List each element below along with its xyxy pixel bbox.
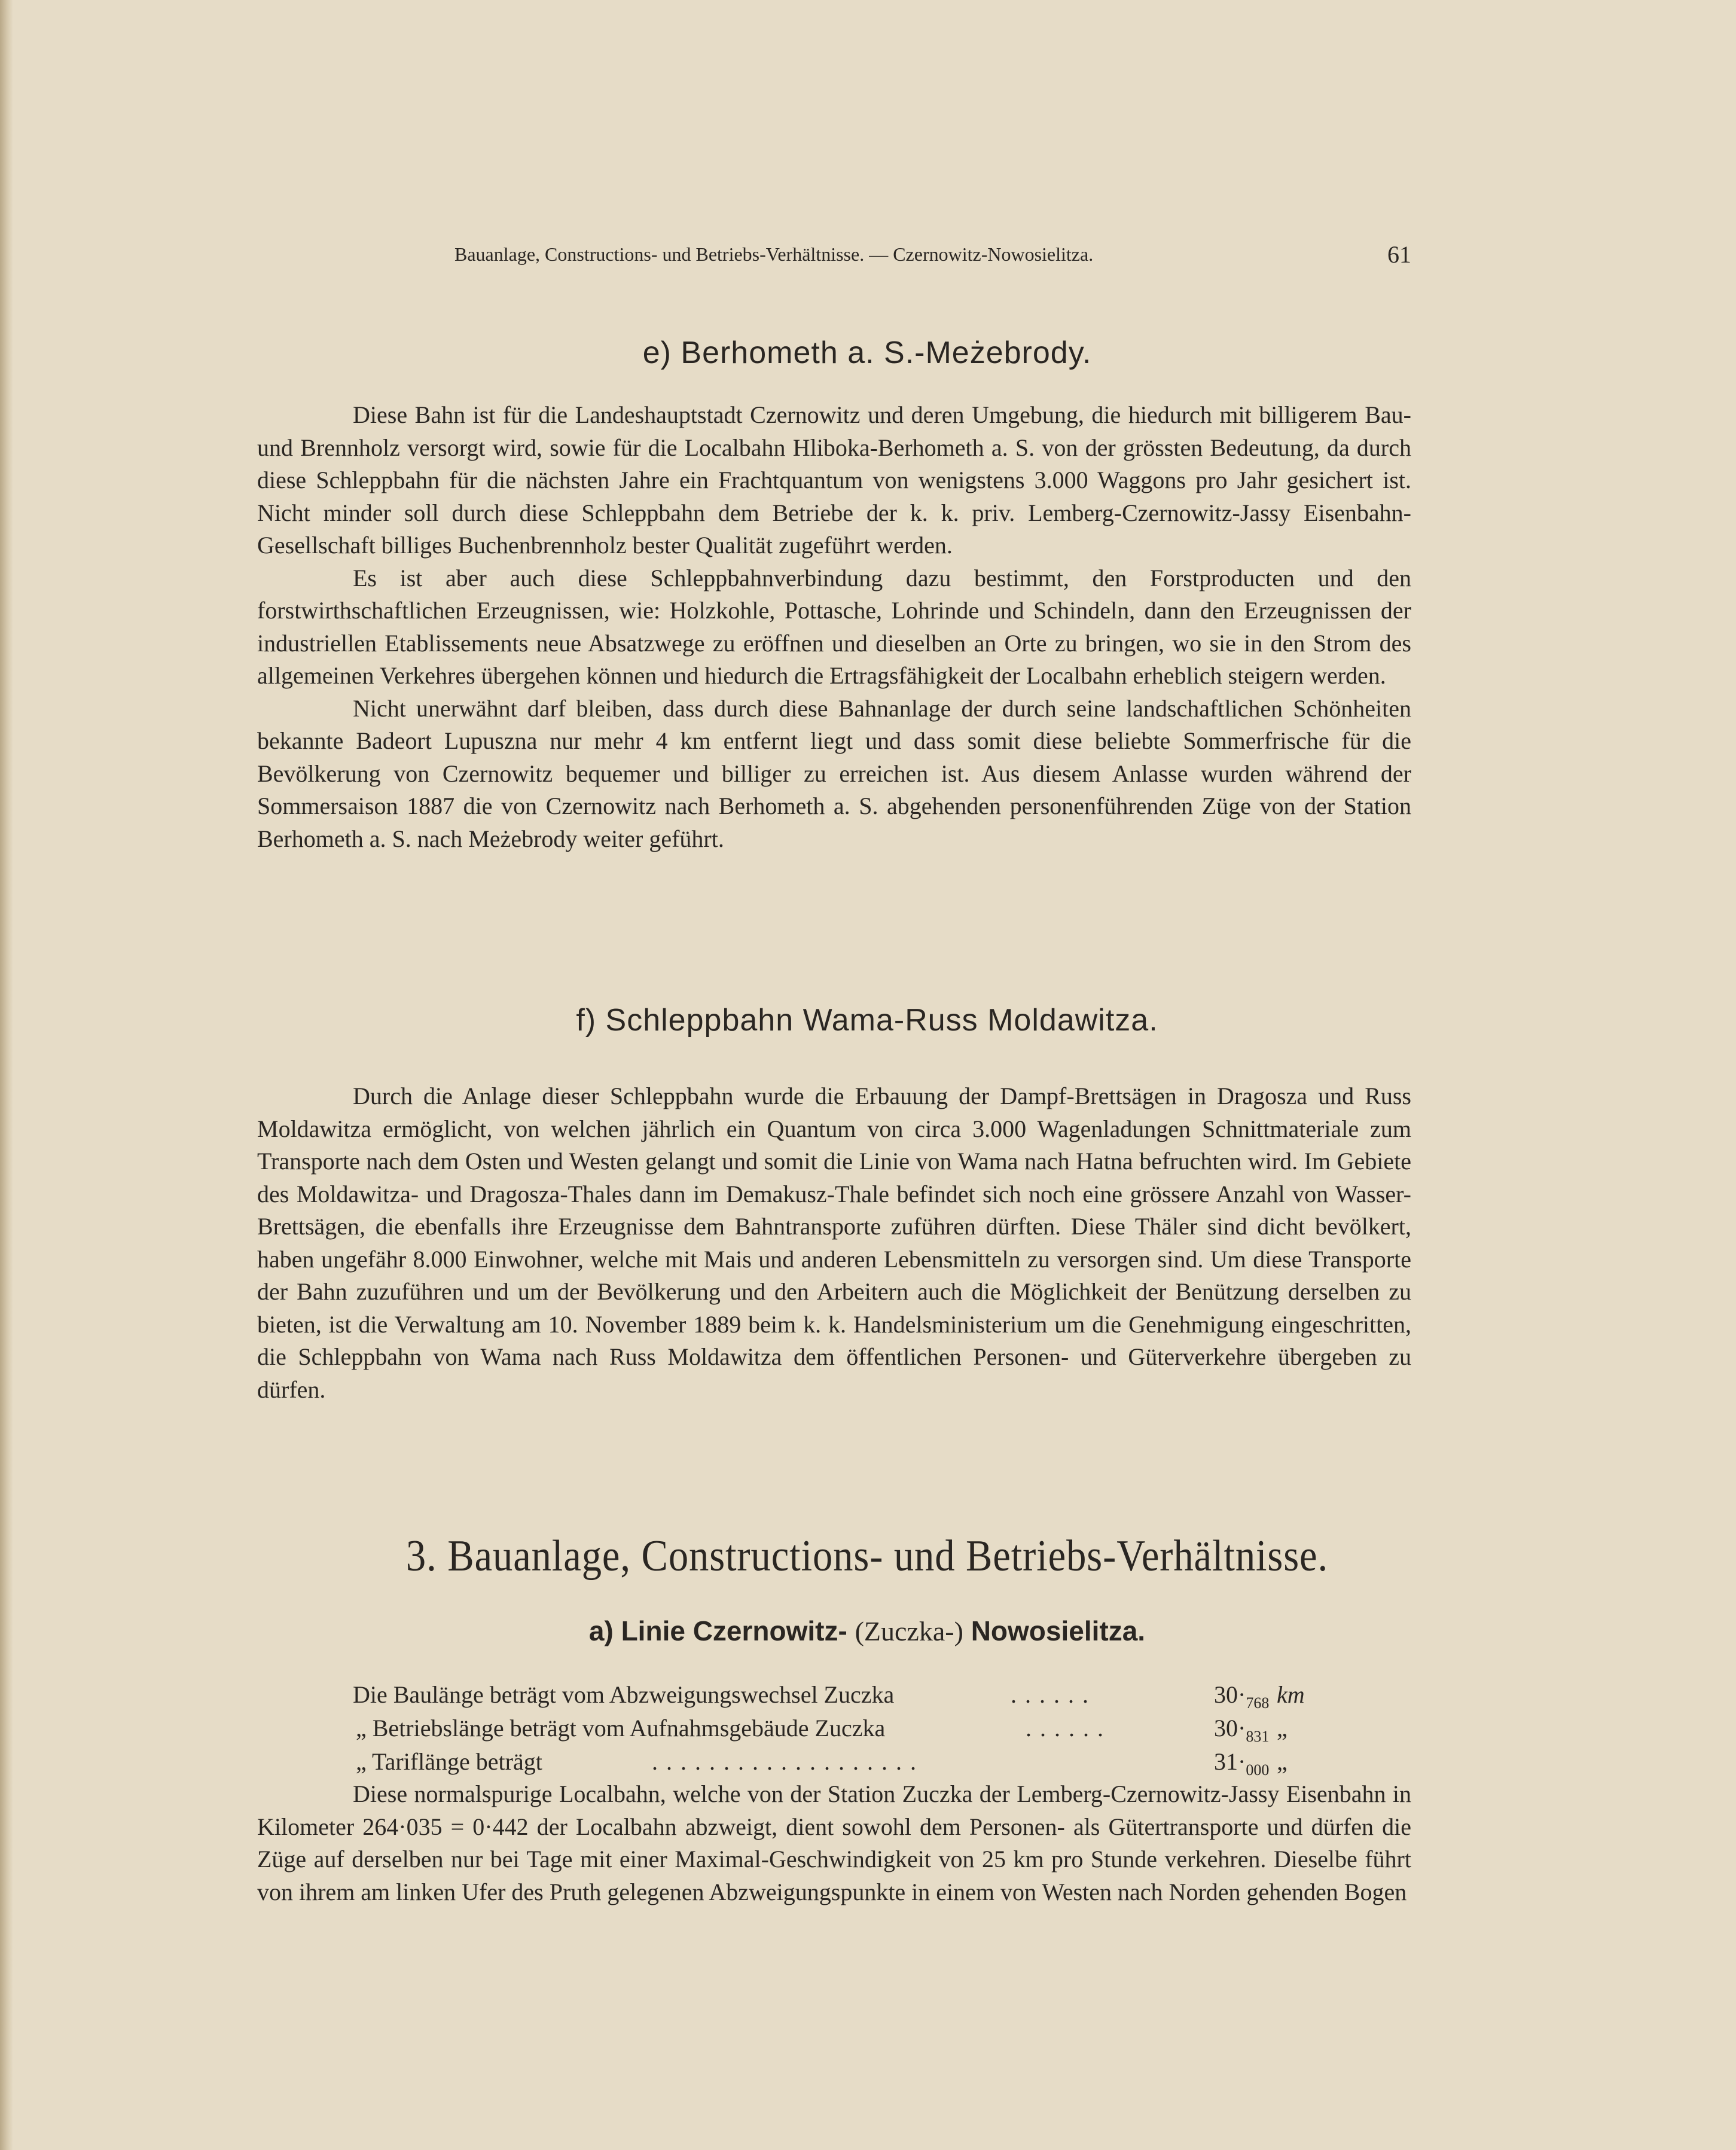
section-3-body (257, 1778, 1411, 1908)
length-label: Die Baulänge beträgt vom Abzweigungswechsel Zuczka (353, 1681, 895, 1708)
subsection-a-part1: a) Linie Czernowitz- (588, 1615, 847, 1646)
length-row (257, 1678, 1411, 1712)
section-e-title: e) Berhometh a. S.-Meżebrody. (642, 336, 1092, 370)
length-value: $31\cdot_{000}$ (1214, 1748, 1270, 1779)
subsection-a-part2: (Zuczka-) (855, 1616, 963, 1646)
paragraph: Nicht unerwähnt darf bleiben, dass durch diese Bahnanlage der durch seine landschaftlichen Schönheiten bekannte Badeort Lupuszna nur mehr 4 km entfernt liegt und dass somit diese beliebte Sommerfrische für die Bevölkerung von Czernowitz bequemer und billiger zu erreichen ist. Aus diesem Anlasse wurden während der Sommersaison 1887 die von Czernowitz nach Berhometh a. S. abgehenden personenführenden Züge von der Station Berhometh a. S. nach Meżebrody weiter geführt. (257, 694, 1411, 852)
length-table (257, 1678, 1411, 1779)
length-unit: „ (1277, 1715, 1287, 1742)
leader-dots: ................... (652, 1748, 925, 1775)
length-row (257, 1712, 1411, 1745)
length-label: „ Tariflänge beträgt (356, 1748, 542, 1775)
page-number: 61 (1387, 240, 1411, 268)
length-unit: km (1277, 1681, 1305, 1708)
length-unit: „ (1277, 1748, 1287, 1775)
subsection-a-title (257, 1615, 1477, 1647)
page-edge-shadow (0, 0, 13, 2150)
paragraph: Diese Bahn ist für die Landeshauptstadt Czernowitz und deren Umgebung, die hiedurch mit billigerem Bau- und Brennholz versorgt wird, sowie für die Localbahn Hliboka-Berhometh a. S. von der grössten Bedeutung, da durch diese Schleppbahn für die nächsten Jahre ein Frachtquantum von wenigstens 3.000 Waggons pro Jahr gesichert ist. Nicht minder soll durch diese Schleppbahn dem Betriebe der k. k. priv. Lemberg-Czernowitz-Jassy Eisenbahn-Gesellschaft billiges Buchenbrennholz bester Qualität zugeführt werden. (257, 401, 1411, 559)
subsection-a-part3: Nowosielitza. (971, 1615, 1146, 1646)
section-f-body (257, 1080, 1411, 1406)
paragraph: Durch die Anlage dieser Schleppbahn wurde die Erbauung der Dampf-Brettsägen in Dragosza und Russ Moldawitza ermöglicht, von welchen jährlich ein Quantum von circa 3.000 Wagenladungen Schnittmateriale zum Transporte nach dem Osten und Westen gelangt und somit die Linie von Wama nach Hatna befruchten wird. Im Gebiete des Moldawitza- und Dragosza-Thales dann im Demakusz-Thale befindet sich noch eine grössere Anzahl von Wasser-Brettsägen, die ebenfalls ihre Erzeugnisse dem Bahntransporte zuführen dürften. Diese Thäler sind dicht bevölkert, haben ungefähr 8.000 Einwohner, welche mit Mais und anderen Lebensmitteln zu versorgen sind. Um diese Transporte der Bahn zuzuführen und um der Bevölkerung und den Arbeitern auch die Möglichkeit der Benützung derselben zu bieten, ist die Verwaltung am 10. November 1889 beim k. k. Handelsministerium um die Genehmigung eingeschritten, die Schleppbahn von Wama nach Russ Moldawitza dem öffentlichen Personen- und Güterverkehre übergeben zu dürfen. (257, 1082, 1411, 1403)
leader-dots: ...... (1026, 1715, 1112, 1742)
paragraph: Diese normalspurige Localbahn, welche von der Station Zuczka der Lemberg-Czernowitz-Jassy Eisenbahn in Kilometer 264·035 = 0·442 der Localbahn abzweigt, dient sowohl dem Personen- als Gütertransporte und dürfen die Züge auf derselben nur bei Tage mit einer Maximal-Geschwindigkeit von 25 km pro Stunde verkehren. Dieselbe führt von ihrem am linken Ufer des Pruth gelegenen Abzweigungspunkte in einem von Westen nach Norden gehenden Bogen (257, 1780, 1411, 1905)
length-value: $30\cdot_{768}$ (1214, 1681, 1270, 1712)
running-title: Bauanlage, Constructions- und Betriebs-Verhältnisse. — Czernowitz-Nowosielitza. (454, 243, 1094, 265)
length-row (257, 1745, 1411, 1779)
running-header (454, 239, 1411, 269)
section-e-body (257, 399, 1411, 855)
length-label: „ Betriebslänge beträgt vom Aufnahmsgebäude Zuczka (356, 1715, 886, 1742)
section-f-title: f) Schleppbahn Wama-Russ Moldawitza. (576, 1003, 1158, 1038)
leader-dots: ...... (1011, 1681, 1097, 1708)
length-value: $30\cdot_{831}$ (1214, 1715, 1270, 1745)
paragraph: Es ist aber auch diese Schleppbahnverbindung dazu bestimmt, den Forstproducten und den forstwirthschaftlichen Erzeugnissen, wie: Holzkohle, Pottasche, Lohrinde und Schindeln, dann den Erzeugnissen der industriellen Etablissements neue Absatzwege zu eröffnen und dieselben an Orte zu bringen, wo sie in den Strom des allgemeinen Verkehres übergehen können und hiedurch die Ertragsfähigkeit der Localbahn erheblich steigern werden. (257, 564, 1411, 689)
section-3-title: 3. Bauanlage, Constructions- und Betriebs-Verhältnisse. (405, 1532, 1329, 1581)
